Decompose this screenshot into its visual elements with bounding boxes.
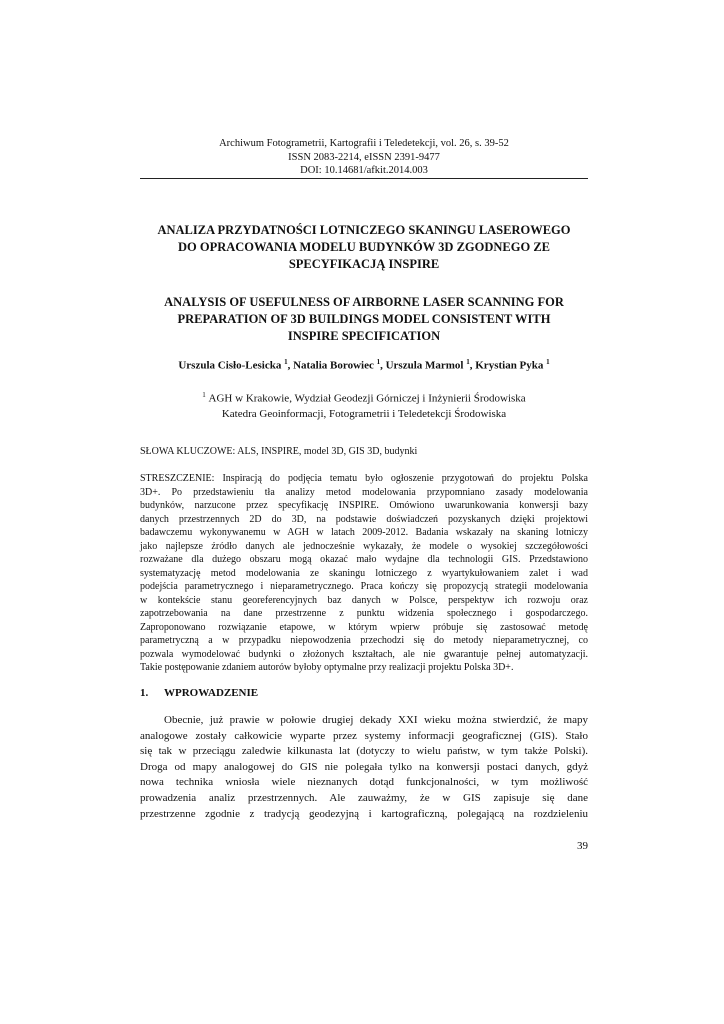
abstract-line: Takie postępowanie zdaniem autorów byłoby optymalne przy realizacji projektu Polska 3D+. [140, 662, 514, 673]
section-title: WPROWADZENIE [164, 687, 259, 699]
abstract-line: pozwala wymodelować budynki o złożonych kształtach, ale nie gwarantuje pełnej automatyzacji. [140, 648, 588, 660]
abstract [140, 472, 588, 675]
title-pl-line: DO OPRACOWANIA MODELU BUDYNKÓW 3D ZGODNEGO ZE [177, 240, 551, 254]
author-name: Natalia Borowiec [293, 359, 374, 372]
body-line: analogowe zostały całkowicie wyparte przez systemy informacji geograficznej (GIS). Stało [140, 729, 588, 742]
affiliation-mark: 1 [202, 391, 206, 399]
journal-issn: ISSN 2083-2214, eISSN 2391-9477 [288, 151, 440, 163]
body-line: się tak w przeciągu zaledwie kilkunasta lat (dotyczy to wielu państw, w tym także Polski). [140, 745, 588, 758]
title-en-line: ANALYSIS OF USEFULNESS OF AIRBORNE LASER SCANNING FOR [164, 295, 564, 309]
abstract-line: STRESZCZENIE: Inspiracją do podjęcia tematu było ogłoszenie przygotowań do projektu Polska [140, 473, 588, 484]
title-pl-line: SPECYFIKACJĄ INSPIRE [288, 257, 440, 271]
abstract-line: badawczemu wykonywanemu w AGH w latach 2009-2012. Badania wskazały na skaning lotniczy [140, 527, 588, 538]
author-name: Urszula Marmol [385, 359, 464, 372]
header-rule [140, 178, 588, 179]
abstract-line: jako najlepsze źródło danych ale jednocześnie wykazały, że modele o wysokiej szczegółowości [140, 540, 588, 552]
journal-doi: DOI: 10.14681/afkit.2014.003 [300, 165, 428, 176]
abstract-line: systematyzację metod modelowania ze skaningu lotniczego z wyartykułowaniem zalet i wad [140, 567, 588, 579]
affiliation-line: Katedra Geoinformacji, Fotogrametrii i Teledetekcji Środowiska [221, 407, 507, 420]
abstract-line: budynków, narzucone przez specyfikację INSPIRE. Omówiono uwarunkowania konwersji bazy [140, 500, 588, 511]
title-en-line: PREPARATION OF 3D BUILDINGS MODEL CONSISTENT WITH [177, 312, 551, 326]
abstract-line: zapotrzebowania na dane przestrzenne z punktu widzenia społecznego i gospodarczego. [140, 608, 588, 619]
abstract-line: 3D+. Po przedstawieniu tła analizy metod modelowania przypomniano zasady modelowania [140, 486, 588, 498]
affiliation [140, 388, 588, 422]
section-number: 1. [140, 687, 149, 699]
page-number: 39 [577, 840, 588, 852]
author-affil-mark: 1 [376, 358, 381, 366]
abstract-line: podejścia parametrycznego i nieparametrycznego. Praca kończy się propozycją strategii modelowania [140, 581, 588, 592]
body-text [140, 713, 588, 822]
author-affil-mark: 1 [546, 358, 550, 366]
title-en-line: INSPIRE SPECIFICATION [287, 329, 441, 343]
title-pl-line: ANALIZA PRZYDATNOŚCI LOTNICZEGO SKANINGU LASEROWEGO [157, 223, 571, 237]
keywords: SŁOWA KLUCZOWE: ALS, INSPIRE, model 3D, GIS 3D, budynki [140, 446, 418, 457]
title-polish [140, 222, 588, 273]
body-line: Obecnie, już prawie w połowie drugiej dekady XXI wieku można stwierdzić, że mapy [164, 714, 588, 726]
section-heading [140, 687, 588, 699]
abstract-line: parametryczną a w przypadku niepowodzenia przechodzi się do metody nieparametrycznej, co [140, 635, 588, 646]
journal-header [140, 137, 588, 178]
author-name: Urszula Cisło-Lesicka [178, 359, 282, 372]
journal-citation: Archiwum Fotogrametrii, Kartografii i Teledetekcji, vol. 26, s. 39-52 [219, 138, 509, 149]
abstract-line: rozważane dla dużego obszaru mogą okazać mało wydajne dla technologii GIS. Przedstawiono [140, 554, 588, 565]
title-english [140, 294, 588, 345]
author-affil-mark: 1 [284, 358, 288, 366]
abstract-line: danych przestrzennych 2D do 3D, na podstawie doświadczeń pozyskanych dzięki projektowi [140, 513, 588, 525]
abstract-line: Zaproponowano rozwiązanie etapowe, w którym wpierw próbuje się zastosować metodę [140, 621, 588, 633]
body-line: prowadzenia analiz przestrzennych. Ale zauważmy, że w GIS zapisuje się dane [140, 791, 588, 804]
affiliation-line: AGH w Krakowie, Wydział Geodezji Górniczej i Inżynierii Środowiska [208, 392, 526, 405]
body-line: Droga od mapy analogowej do GIS nie polegała tylko na konwersji postaci danych, gdyż [140, 760, 588, 773]
author-name: Krystian Pyka [475, 359, 544, 372]
author-list: Urszula Cisło-Lesicka $^1$, Natalia Borowiec $^1$, Urszula Marmol $^1$, Krystian Pyka $^1$ [178, 358, 550, 372]
body-line: przestrzenne zgodnie z tradycją geodezyjną i kartograficzną, polegającą na rozdzieleniu [140, 807, 588, 820]
body-line: nowa technika wniosła wiele nieznanych dotąd funkcjonalności, w tym możliwość [140, 776, 588, 789]
author-affil-mark: 1 [466, 358, 470, 366]
abstract-line: w kontekście stanu georeferencyjnych baz danych w Polsce, perspektyw ich rozwoju oraz [140, 594, 588, 606]
